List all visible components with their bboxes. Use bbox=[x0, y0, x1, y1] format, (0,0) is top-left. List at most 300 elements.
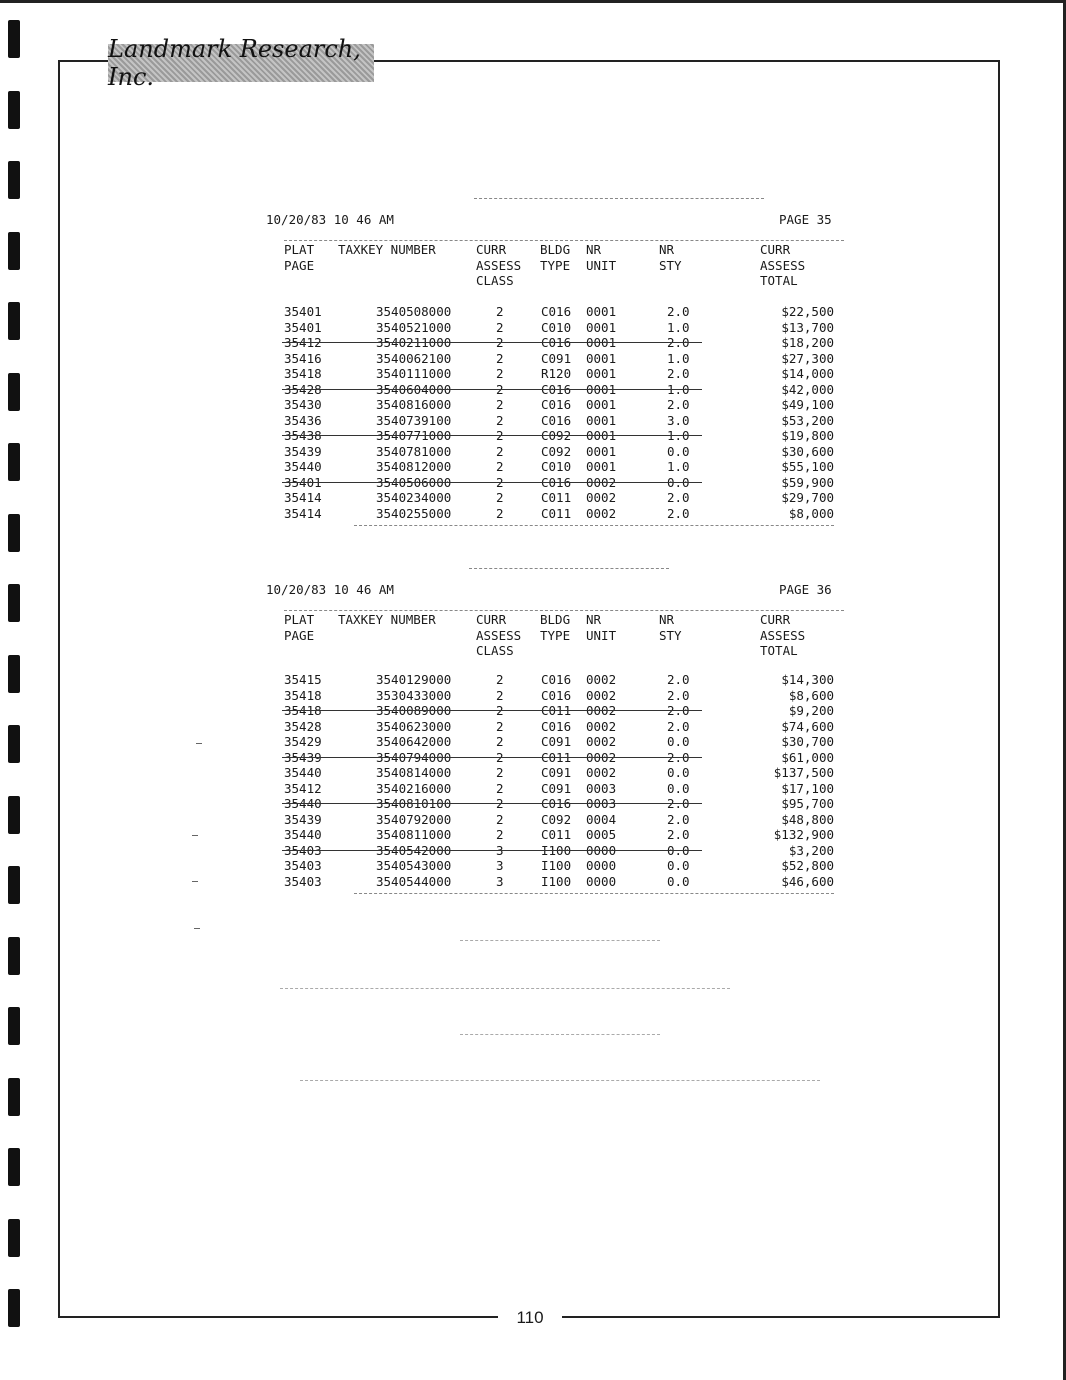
cell-type: C016 bbox=[541, 796, 572, 811]
cell-unit: 0003 bbox=[586, 780, 617, 796]
header-rule bbox=[284, 610, 844, 611]
cell-unit: 0001 bbox=[586, 350, 617, 366]
cell-plat: 35440 bbox=[284, 827, 322, 842]
cell-unit: 0000 bbox=[586, 842, 617, 858]
cell-total: $8,600 bbox=[788, 687, 834, 703]
column-header-nr-unit: NR bbox=[586, 242, 602, 257]
column-header-nr-unit: UNIT bbox=[586, 257, 617, 273]
cell-unit: 0001 bbox=[586, 319, 617, 335]
cell-plat: 35429 bbox=[284, 734, 322, 749]
cell-class: 2 bbox=[496, 381, 504, 397]
report-date: 10/20/83 10 46 AM bbox=[266, 212, 394, 227]
cell-plat: 35412 bbox=[284, 335, 322, 350]
cell-class: 2 bbox=[496, 319, 504, 335]
table-row bbox=[264, 413, 854, 429]
header-rule bbox=[284, 240, 844, 241]
cell-class: 3 bbox=[496, 858, 504, 873]
cell-taxkey: 3540129000 bbox=[376, 672, 452, 687]
cell-taxkey: 3540111000 bbox=[376, 366, 452, 381]
table-row bbox=[264, 320, 854, 336]
binder-hole bbox=[8, 91, 20, 129]
table-row bbox=[264, 765, 854, 781]
cell-unit: 0001 bbox=[586, 397, 617, 412]
cell-sty: 2.0 bbox=[667, 749, 690, 765]
cell-sty: 2.0 bbox=[667, 335, 690, 350]
cell-class: 2 bbox=[496, 459, 504, 474]
binder-hole bbox=[8, 866, 20, 904]
cell-taxkey: 3540811000 bbox=[376, 827, 452, 842]
cell-plat: 35412 bbox=[284, 780, 322, 796]
cell-type: C011 bbox=[541, 749, 572, 765]
cell-plat: 35416 bbox=[284, 350, 322, 366]
cell-plat: 35428 bbox=[284, 381, 322, 397]
binder-hole bbox=[8, 937, 20, 975]
cell-plat: 35415 bbox=[284, 672, 322, 687]
column-header-curr-class: ASSESS bbox=[476, 627, 522, 643]
cell-taxkey: 3540771000 bbox=[376, 428, 452, 443]
cell-taxkey: 3540792000 bbox=[376, 811, 452, 827]
table-row bbox=[264, 688, 854, 704]
cell-sty: 2.0 bbox=[667, 718, 690, 734]
column-header-curr-total: TOTAL bbox=[760, 643, 798, 658]
table-row bbox=[264, 397, 854, 413]
cell-total: $55,100 bbox=[781, 459, 834, 474]
cell-sty: 1.0 bbox=[667, 350, 690, 366]
cell-class: 2 bbox=[496, 796, 504, 811]
cell-taxkey: 3540255000 bbox=[376, 505, 452, 521]
binder-hole bbox=[8, 161, 20, 199]
scan-mark bbox=[194, 928, 200, 929]
cell-taxkey: 3540816000 bbox=[376, 397, 452, 412]
cell-unit: 0002 bbox=[586, 749, 617, 765]
report-rule bbox=[474, 198, 764, 199]
cell-class: 2 bbox=[496, 505, 504, 521]
cell-total: $59,900 bbox=[781, 474, 834, 490]
binder-hole bbox=[8, 232, 20, 270]
scan-rule bbox=[460, 1034, 660, 1035]
table-row bbox=[264, 351, 854, 367]
cell-unit: 0001 bbox=[586, 412, 617, 428]
table-row bbox=[264, 304, 854, 320]
column-header-curr-total: ASSESS bbox=[760, 627, 806, 643]
cell-type: C016 bbox=[541, 474, 572, 490]
cell-type: C011 bbox=[541, 490, 572, 505]
cell-unit: 0000 bbox=[586, 873, 617, 889]
letterhead-logo bbox=[108, 35, 374, 91]
column-header-curr-class: CLASS bbox=[476, 273, 514, 288]
cell-plat: 35440 bbox=[284, 796, 322, 811]
cell-total: $22,500 bbox=[781, 304, 834, 319]
report-page-label: PAGE 36 bbox=[779, 582, 832, 597]
cell-type: C010 bbox=[541, 319, 572, 335]
cell-type: C016 bbox=[541, 381, 572, 397]
cell-total: $52,800 bbox=[781, 858, 834, 873]
cell-total: $27,300 bbox=[781, 350, 834, 366]
cell-taxkey: 3540508000 bbox=[376, 304, 452, 319]
cell-sty: 2.0 bbox=[667, 687, 690, 703]
cell-unit: 0001 bbox=[586, 443, 617, 459]
table-row bbox=[264, 444, 854, 460]
cell-plat: 35403 bbox=[284, 858, 322, 873]
cell-class: 2 bbox=[496, 304, 504, 319]
table-row bbox=[264, 490, 854, 506]
cell-type: C016 bbox=[541, 687, 572, 703]
cell-plat: 35440 bbox=[284, 765, 322, 780]
cell-unit: 0001 bbox=[586, 366, 617, 381]
cell-type: C016 bbox=[541, 304, 572, 319]
cell-taxkey: 3540544000 bbox=[376, 873, 452, 889]
cell-taxkey: 3540216000 bbox=[376, 780, 452, 796]
table-row bbox=[264, 428, 854, 444]
table-row bbox=[264, 382, 854, 398]
cell-type: C011 bbox=[541, 505, 572, 521]
cell-class: 2 bbox=[496, 474, 504, 490]
column-header-nr-unit: NR bbox=[586, 612, 602, 627]
report-page-36 bbox=[264, 582, 854, 902]
cell-type: C092 bbox=[541, 811, 572, 827]
cell-class: 3 bbox=[496, 873, 504, 889]
column-header-curr-class: CURR bbox=[476, 612, 507, 627]
cell-type: C091 bbox=[541, 350, 572, 366]
cell-unit: 0003 bbox=[586, 796, 617, 811]
cell-plat: 35418 bbox=[284, 366, 322, 381]
cell-total: $95,700 bbox=[781, 796, 834, 811]
cell-taxkey: 3540543000 bbox=[376, 858, 452, 873]
cell-class: 2 bbox=[496, 811, 504, 827]
cell-plat: 35401 bbox=[284, 474, 322, 490]
table-row bbox=[264, 719, 854, 735]
cell-total: $42,000 bbox=[781, 381, 834, 397]
table-row bbox=[264, 459, 854, 475]
cell-taxkey: 3540781000 bbox=[376, 443, 452, 459]
column-header-curr-total: TOTAL bbox=[760, 273, 798, 288]
cell-class: 2 bbox=[496, 780, 504, 796]
table-row bbox=[264, 781, 854, 797]
cell-total: $14,300 bbox=[781, 672, 834, 687]
cell-plat: 35401 bbox=[284, 304, 322, 319]
cell-unit: 0002 bbox=[586, 505, 617, 521]
cell-unit: 0002 bbox=[586, 765, 617, 780]
cell-sty: 0.0 bbox=[667, 443, 690, 459]
cell-sty: 1.0 bbox=[667, 381, 690, 397]
cell-type: C091 bbox=[541, 734, 572, 749]
cell-class: 2 bbox=[496, 718, 504, 734]
cell-taxkey: 3540506000 bbox=[376, 474, 452, 490]
table-row bbox=[264, 796, 854, 812]
cell-type: I100 bbox=[541, 858, 572, 873]
cell-sty: 2.0 bbox=[667, 397, 690, 412]
cell-class: 2 bbox=[496, 703, 504, 718]
cell-class: 2 bbox=[496, 687, 504, 703]
report-page-35 bbox=[264, 212, 854, 532]
cell-sty: 0.0 bbox=[667, 765, 690, 780]
column-header-curr-total: CURR bbox=[760, 242, 791, 257]
scan-rule bbox=[460, 940, 660, 941]
scan-mark bbox=[192, 881, 198, 882]
cell-plat: 35430 bbox=[284, 397, 322, 412]
cell-plat: 35438 bbox=[284, 428, 322, 443]
cell-total: $29,700 bbox=[781, 490, 834, 505]
cell-class: 2 bbox=[496, 350, 504, 366]
cell-taxkey: 3540211000 bbox=[376, 335, 452, 350]
cell-sty: 2.0 bbox=[667, 703, 690, 718]
cell-sty: 2.0 bbox=[667, 827, 690, 842]
cell-total: $14,000 bbox=[781, 366, 834, 381]
column-header-bldg-type: BLDG bbox=[540, 242, 571, 257]
cell-total: $13,700 bbox=[781, 319, 834, 335]
cell-plat: 35440 bbox=[284, 459, 322, 474]
cell-type: C016 bbox=[541, 672, 572, 687]
cell-class: 2 bbox=[496, 765, 504, 780]
cell-type: C091 bbox=[541, 765, 572, 780]
cell-taxkey: 3540234000 bbox=[376, 490, 452, 505]
cell-plat: 35428 bbox=[284, 718, 322, 734]
table-row bbox=[264, 703, 854, 719]
cell-total: $18,200 bbox=[781, 335, 834, 350]
cell-sty: 2.0 bbox=[667, 672, 690, 687]
binder-hole bbox=[8, 725, 20, 763]
column-header-plat: PLAT bbox=[284, 612, 315, 627]
cell-taxkey: 3530433000 bbox=[376, 687, 452, 703]
cell-plat: 35414 bbox=[284, 505, 322, 521]
cell-type: C016 bbox=[541, 412, 572, 428]
cell-type: R120 bbox=[541, 366, 572, 381]
column-header-plat: PLAT bbox=[284, 242, 315, 257]
table-row bbox=[264, 366, 854, 382]
column-header-bldg-type: TYPE bbox=[540, 257, 571, 273]
scan-rule bbox=[280, 988, 730, 989]
cell-total: $30,700 bbox=[781, 734, 834, 749]
cell-unit: 0000 bbox=[586, 858, 617, 873]
cell-sty: 2.0 bbox=[667, 796, 690, 811]
column-header-nr-unit: UNIT bbox=[586, 627, 617, 643]
column-header-plat: PAGE bbox=[284, 257, 315, 273]
table-row bbox=[264, 827, 854, 843]
column-header-curr-total: CURR bbox=[760, 612, 791, 627]
column-header-bldg-type: BLDG bbox=[540, 612, 571, 627]
cell-plat: 35439 bbox=[284, 443, 322, 459]
report-rule bbox=[469, 568, 669, 569]
cell-plat: 35403 bbox=[284, 842, 322, 858]
cell-plat: 35414 bbox=[284, 490, 322, 505]
report-page-label: PAGE 35 bbox=[779, 212, 832, 227]
cell-sty: 2.0 bbox=[667, 811, 690, 827]
report-date: 10/20/83 10 46 AM bbox=[266, 582, 394, 597]
cell-taxkey: 3540542000 bbox=[376, 842, 452, 858]
cell-unit: 0001 bbox=[586, 428, 617, 443]
cell-taxkey: 3540642000 bbox=[376, 734, 452, 749]
cell-class: 2 bbox=[496, 397, 504, 412]
cell-class: 2 bbox=[496, 734, 504, 749]
cell-taxkey: 3540812000 bbox=[376, 459, 452, 474]
cell-total: $49,100 bbox=[781, 397, 834, 412]
cell-type: C010 bbox=[541, 459, 572, 474]
table-row bbox=[264, 506, 854, 522]
column-header-taxkey: TAXKEY NUMBER bbox=[338, 242, 436, 257]
cell-sty: 2.0 bbox=[667, 490, 690, 505]
cell-type: C016 bbox=[541, 718, 572, 734]
cell-total: $9,200 bbox=[788, 703, 834, 718]
cell-sty: 1.0 bbox=[667, 428, 690, 443]
cell-plat: 35418 bbox=[284, 703, 322, 718]
cell-total: $48,800 bbox=[781, 811, 834, 827]
cell-unit: 0001 bbox=[586, 459, 617, 474]
binder-hole bbox=[8, 514, 20, 552]
column-header-curr-class: ASSESS bbox=[476, 257, 522, 273]
table-row bbox=[264, 812, 854, 828]
cell-total: $132,900 bbox=[773, 827, 834, 842]
cell-sty: 0.0 bbox=[667, 842, 690, 858]
logo-text: Landmark Research, Inc. bbox=[108, 35, 361, 91]
page-number: 110 bbox=[498, 1304, 562, 1332]
cell-total: $8,000 bbox=[788, 505, 834, 521]
cell-sty: 1.0 bbox=[667, 459, 690, 474]
cell-class: 2 bbox=[496, 366, 504, 381]
column-header-bldg-type: TYPE bbox=[540, 627, 571, 643]
cell-class: 2 bbox=[496, 749, 504, 765]
cell-unit: 0001 bbox=[586, 335, 617, 350]
cell-plat: 35439 bbox=[284, 811, 322, 827]
cell-unit: 0002 bbox=[586, 718, 617, 734]
scan-mark bbox=[196, 743, 202, 744]
cell-type: C016 bbox=[541, 335, 572, 350]
cell-unit: 0002 bbox=[586, 672, 617, 687]
table-bottom-rule bbox=[354, 525, 834, 526]
cell-class: 2 bbox=[496, 335, 504, 350]
cell-taxkey: 3540794000 bbox=[376, 749, 452, 765]
table-row bbox=[264, 335, 854, 351]
cell-sty: 2.0 bbox=[667, 366, 690, 381]
binder-hole bbox=[8, 584, 20, 622]
scan-rule bbox=[300, 1080, 820, 1081]
scan-top-edge bbox=[0, 0, 1066, 3]
column-header-curr-class: CURR bbox=[476, 242, 507, 257]
table-row bbox=[264, 672, 854, 688]
cell-sty: 2.0 bbox=[667, 505, 690, 521]
cell-plat: 35403 bbox=[284, 873, 322, 889]
table-row bbox=[264, 734, 854, 750]
column-header-nr-sty: NR bbox=[659, 242, 675, 257]
cell-taxkey: 3540739100 bbox=[376, 412, 452, 428]
cell-taxkey: 3540623000 bbox=[376, 718, 452, 734]
cell-sty: 0.0 bbox=[667, 873, 690, 889]
binder-hole bbox=[8, 1007, 20, 1045]
cell-plat: 35436 bbox=[284, 412, 322, 428]
table-row bbox=[264, 475, 854, 491]
column-header-curr-class: CLASS bbox=[476, 643, 514, 658]
column-headers bbox=[264, 242, 854, 292]
cell-taxkey: 3540810100 bbox=[376, 796, 452, 811]
cell-total: $3,200 bbox=[788, 842, 834, 858]
cell-class: 2 bbox=[496, 672, 504, 687]
cell-total: $74,600 bbox=[781, 718, 834, 734]
binder-hole bbox=[8, 1078, 20, 1116]
cell-taxkey: 3540814000 bbox=[376, 765, 452, 780]
cell-total: $17,100 bbox=[781, 780, 834, 796]
binder-holes bbox=[8, 20, 24, 1360]
cell-taxkey: 3540089000 bbox=[376, 703, 452, 718]
cell-total: $137,500 bbox=[773, 765, 834, 780]
binder-hole bbox=[8, 796, 20, 834]
cell-type: C092 bbox=[541, 443, 572, 459]
table-row bbox=[264, 750, 854, 766]
cell-unit: 0002 bbox=[586, 490, 617, 505]
table-bottom-rule bbox=[354, 893, 834, 894]
column-headers bbox=[264, 612, 854, 662]
cell-total: $46,600 bbox=[781, 873, 834, 889]
cell-type: C011 bbox=[541, 827, 572, 842]
cell-class: 2 bbox=[496, 827, 504, 842]
cell-unit: 0005 bbox=[586, 827, 617, 842]
binder-hole bbox=[8, 373, 20, 411]
cell-type: C011 bbox=[541, 703, 572, 718]
cell-unit: 0002 bbox=[586, 687, 617, 703]
cell-type: C091 bbox=[541, 780, 572, 796]
cell-unit: 0001 bbox=[586, 304, 617, 319]
cell-plat: 35418 bbox=[284, 687, 322, 703]
scan-mark bbox=[192, 835, 198, 836]
cell-unit: 0002 bbox=[586, 734, 617, 749]
column-header-nr-sty: STY bbox=[659, 257, 682, 273]
cell-sty: 0.0 bbox=[667, 858, 690, 873]
cell-total: $19,800 bbox=[781, 428, 834, 443]
cell-total: $53,200 bbox=[781, 412, 834, 428]
table-row bbox=[264, 858, 854, 874]
cell-sty: 0.0 bbox=[667, 474, 690, 490]
cell-sty: 2.0 bbox=[667, 304, 690, 319]
column-header-plat: PAGE bbox=[284, 627, 315, 643]
cell-class: 2 bbox=[496, 490, 504, 505]
column-header-curr-total: ASSESS bbox=[760, 257, 806, 273]
cell-plat: 35401 bbox=[284, 319, 322, 335]
table-row bbox=[264, 874, 854, 890]
binder-hole bbox=[8, 1289, 20, 1327]
cell-sty: 0.0 bbox=[667, 734, 690, 749]
cell-unit: 0002 bbox=[586, 474, 617, 490]
cell-type: C092 bbox=[541, 428, 572, 443]
column-header-taxkey: TAXKEY NUMBER bbox=[338, 612, 436, 627]
cell-class: 2 bbox=[496, 412, 504, 428]
binder-hole bbox=[8, 1219, 20, 1257]
cell-type: I100 bbox=[541, 842, 572, 858]
binder-hole bbox=[8, 443, 20, 481]
cell-type: I100 bbox=[541, 873, 572, 889]
cell-unit: 0001 bbox=[586, 381, 617, 397]
cell-class: 2 bbox=[496, 443, 504, 459]
cell-taxkey: 3540062100 bbox=[376, 350, 452, 366]
cell-unit: 0002 bbox=[586, 703, 617, 718]
cell-sty: 1.0 bbox=[667, 319, 690, 335]
cell-taxkey: 3540604000 bbox=[376, 381, 452, 397]
cell-total: $30,600 bbox=[781, 443, 834, 459]
cell-unit: 0004 bbox=[586, 811, 617, 827]
binder-hole bbox=[8, 302, 20, 340]
cell-sty: 0.0 bbox=[667, 780, 690, 796]
cell-taxkey: 3540521000 bbox=[376, 319, 452, 335]
cell-plat: 35439 bbox=[284, 749, 322, 765]
cell-sty: 3.0 bbox=[667, 412, 690, 428]
column-header-nr-sty: NR bbox=[659, 612, 675, 627]
cell-total: $61,000 bbox=[781, 749, 834, 765]
column-header-nr-sty: STY bbox=[659, 627, 682, 643]
binder-hole bbox=[8, 655, 20, 693]
cell-type: C016 bbox=[541, 397, 572, 412]
table-row bbox=[264, 843, 854, 859]
cell-class: 2 bbox=[496, 428, 504, 443]
binder-hole bbox=[8, 1148, 20, 1186]
cell-class: 3 bbox=[496, 842, 504, 858]
binder-hole bbox=[8, 20, 20, 58]
